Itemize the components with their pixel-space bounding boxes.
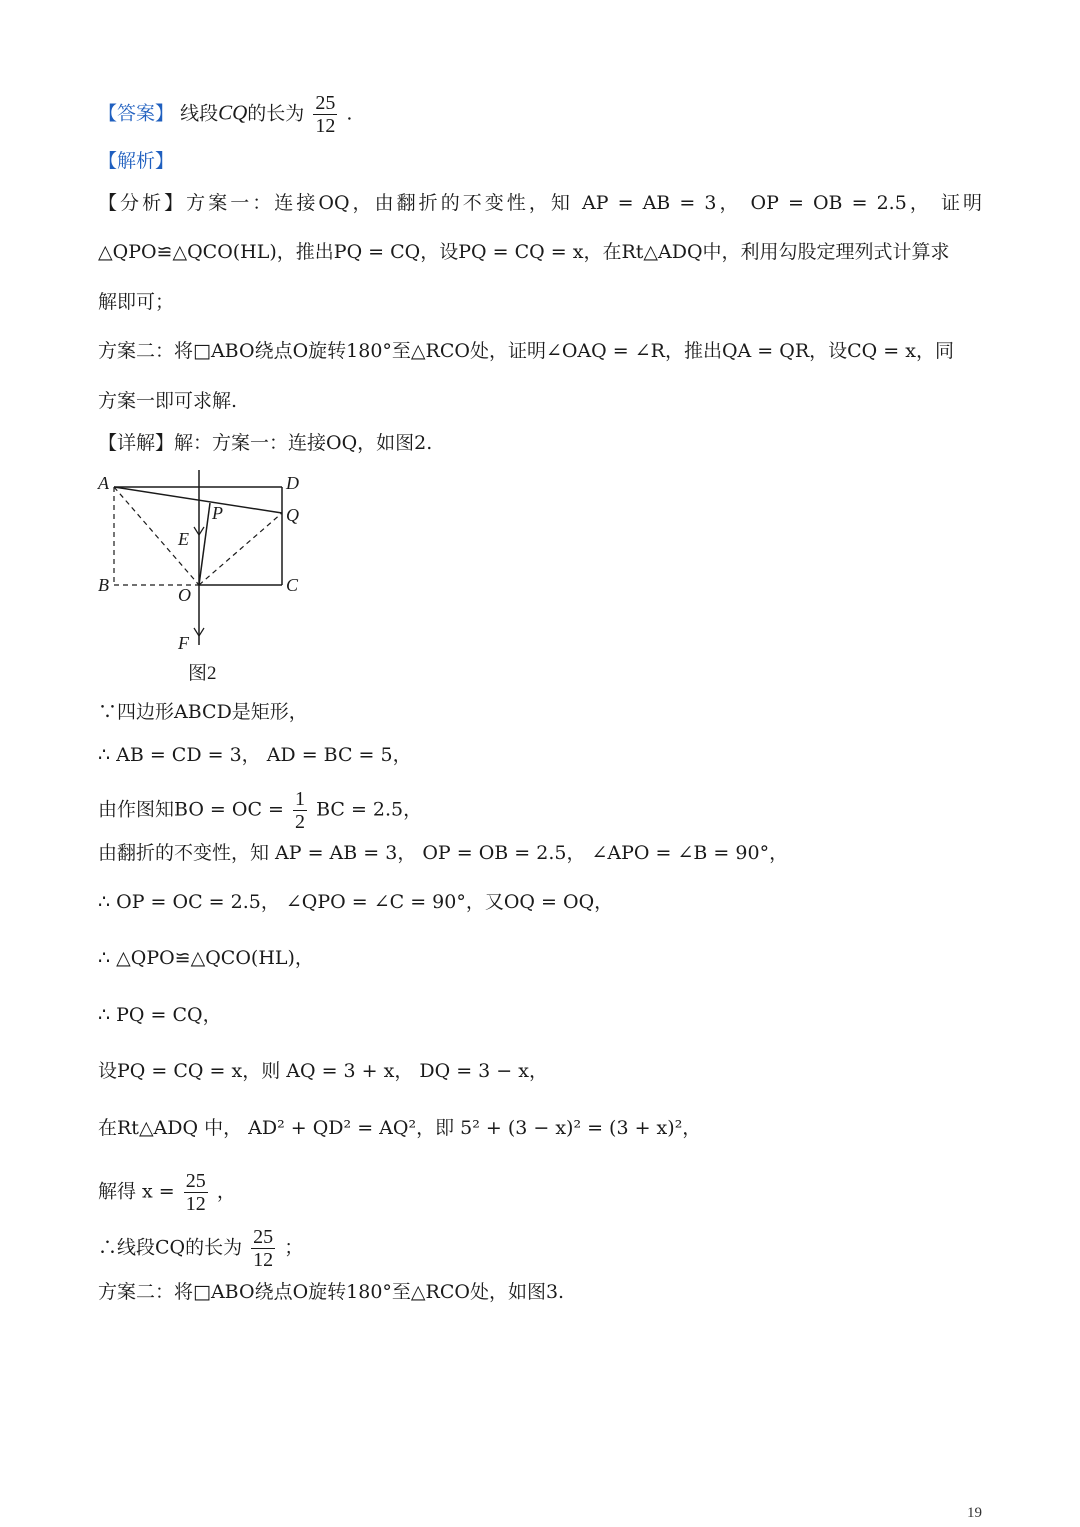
geometry-figure xyxy=(92,465,322,690)
answer-fraction xyxy=(313,92,337,137)
step-8: 设PQ = CQ = x，则 AQ = 3 + x， DQ = 3 − x， xyxy=(98,1060,548,1082)
step-10-frac-num: 25 xyxy=(185,1170,206,1192)
segment-AQ xyxy=(114,487,282,513)
figure-svg xyxy=(92,465,322,690)
answer-end: . xyxy=(346,102,353,125)
step-11-pre: ∴线段CQ的长为 xyxy=(98,1236,243,1259)
step-9: 在Rt△ADQ 中， AD² + QD² = AQ²，即 5² + (3 − x)² = (3 + x)²， xyxy=(98,1117,702,1139)
label-P: P xyxy=(212,503,223,523)
answer-text-mid: 的长为 xyxy=(247,102,305,125)
analysis-heading xyxy=(98,146,982,176)
answer-frac-den: 12 xyxy=(315,115,336,137)
step-3-post: BC = 2.5， xyxy=(316,798,423,821)
step-7: ∴ PQ = CQ， xyxy=(98,1004,222,1026)
step-12: 方案二：将□ABO绕点O旋转180°至△RCO处，如图3. xyxy=(98,1281,565,1303)
step-11 xyxy=(98,1226,982,1271)
fenxi-line-1 xyxy=(98,188,982,218)
step-6: ∴ △QPO≌△QCO(HL)， xyxy=(98,947,314,969)
step-10-post: ， xyxy=(216,1180,236,1203)
fenxi-line-3: 解即可； xyxy=(98,291,175,313)
step-2: ∴ AB = CD = 3， AD = BC = 5， xyxy=(98,744,412,766)
analysis-tag: 【解析】 xyxy=(98,150,175,172)
figure-caption: 图2 xyxy=(188,663,217,684)
plan2-line-2: 方案一即可求解. xyxy=(98,390,238,412)
segment-OQ-dashed xyxy=(199,513,282,585)
detail-line xyxy=(98,428,982,458)
label-B: B xyxy=(98,575,109,595)
step-11-post: ； xyxy=(284,1236,304,1259)
fenxi-text-1: 方案一：连接OQ，由翻折的不变性，知 AP = AB = 3， OP = OB = 2.5， 证明 xyxy=(186,192,982,214)
fenxi-line-2: △QPO≌△QCO(HL)，推出PQ = CQ，设PQ = CQ = x，在Rt△ADQ中，利用勾股定理列式计算求 xyxy=(98,241,950,263)
step-11-fraction xyxy=(251,1226,275,1271)
label-D: D xyxy=(286,473,299,493)
step-10-frac-den: 12 xyxy=(185,1193,206,1215)
answer-text-before: 线段 xyxy=(180,102,219,125)
detail-text: 解：方案一：连接OQ，如图2. xyxy=(174,432,433,454)
label-O: O xyxy=(178,585,191,605)
label-A: A xyxy=(98,473,109,493)
answer-line xyxy=(98,92,982,137)
page-number: 19 xyxy=(967,1505,982,1521)
plan2-line-1: 方案二：将□ABO绕点O旋转180°至△RCO处，证明∠OAQ = ∠R，推出QA = QR，设CQ = x，同 xyxy=(98,340,954,362)
step-11-frac-num: 25 xyxy=(253,1226,274,1248)
step-3 xyxy=(98,788,982,833)
answer-tag: 【答案】 xyxy=(98,102,175,125)
step-10-pre: 解得 x = xyxy=(98,1180,175,1203)
fenxi-tag: 【分析】 xyxy=(98,192,187,214)
step-1: ∵四边形ABCD是矩形， xyxy=(98,701,308,723)
answer-var: CQ xyxy=(218,100,248,125)
step-3-frac-den: 2 xyxy=(295,811,306,833)
step-3-pre: 由作图知BO = OC = xyxy=(98,798,284,821)
step-3-fraction xyxy=(293,788,307,833)
step-11-frac-den: 12 xyxy=(253,1249,274,1271)
step-3-frac-num: 1 xyxy=(295,788,306,810)
step-4: 由翻折的不变性，知 AP = AB = 3， OP = OB = 2.5， ∠APO = ∠B = 90°， xyxy=(98,842,789,864)
label-C: C xyxy=(286,575,299,595)
answer-frac-num: 25 xyxy=(315,92,336,114)
step-10-fraction xyxy=(184,1170,208,1215)
step-10 xyxy=(98,1170,982,1215)
detail-tag: 【详解】 xyxy=(98,432,175,454)
label-F: F xyxy=(178,633,189,653)
label-Q: Q xyxy=(286,505,299,525)
label-E: E xyxy=(178,529,189,549)
segment-OP xyxy=(199,503,210,585)
step-5: ∴ OP = OC = 2.5， ∠QPO = ∠C = 90°，又OQ = OQ， xyxy=(98,891,614,913)
